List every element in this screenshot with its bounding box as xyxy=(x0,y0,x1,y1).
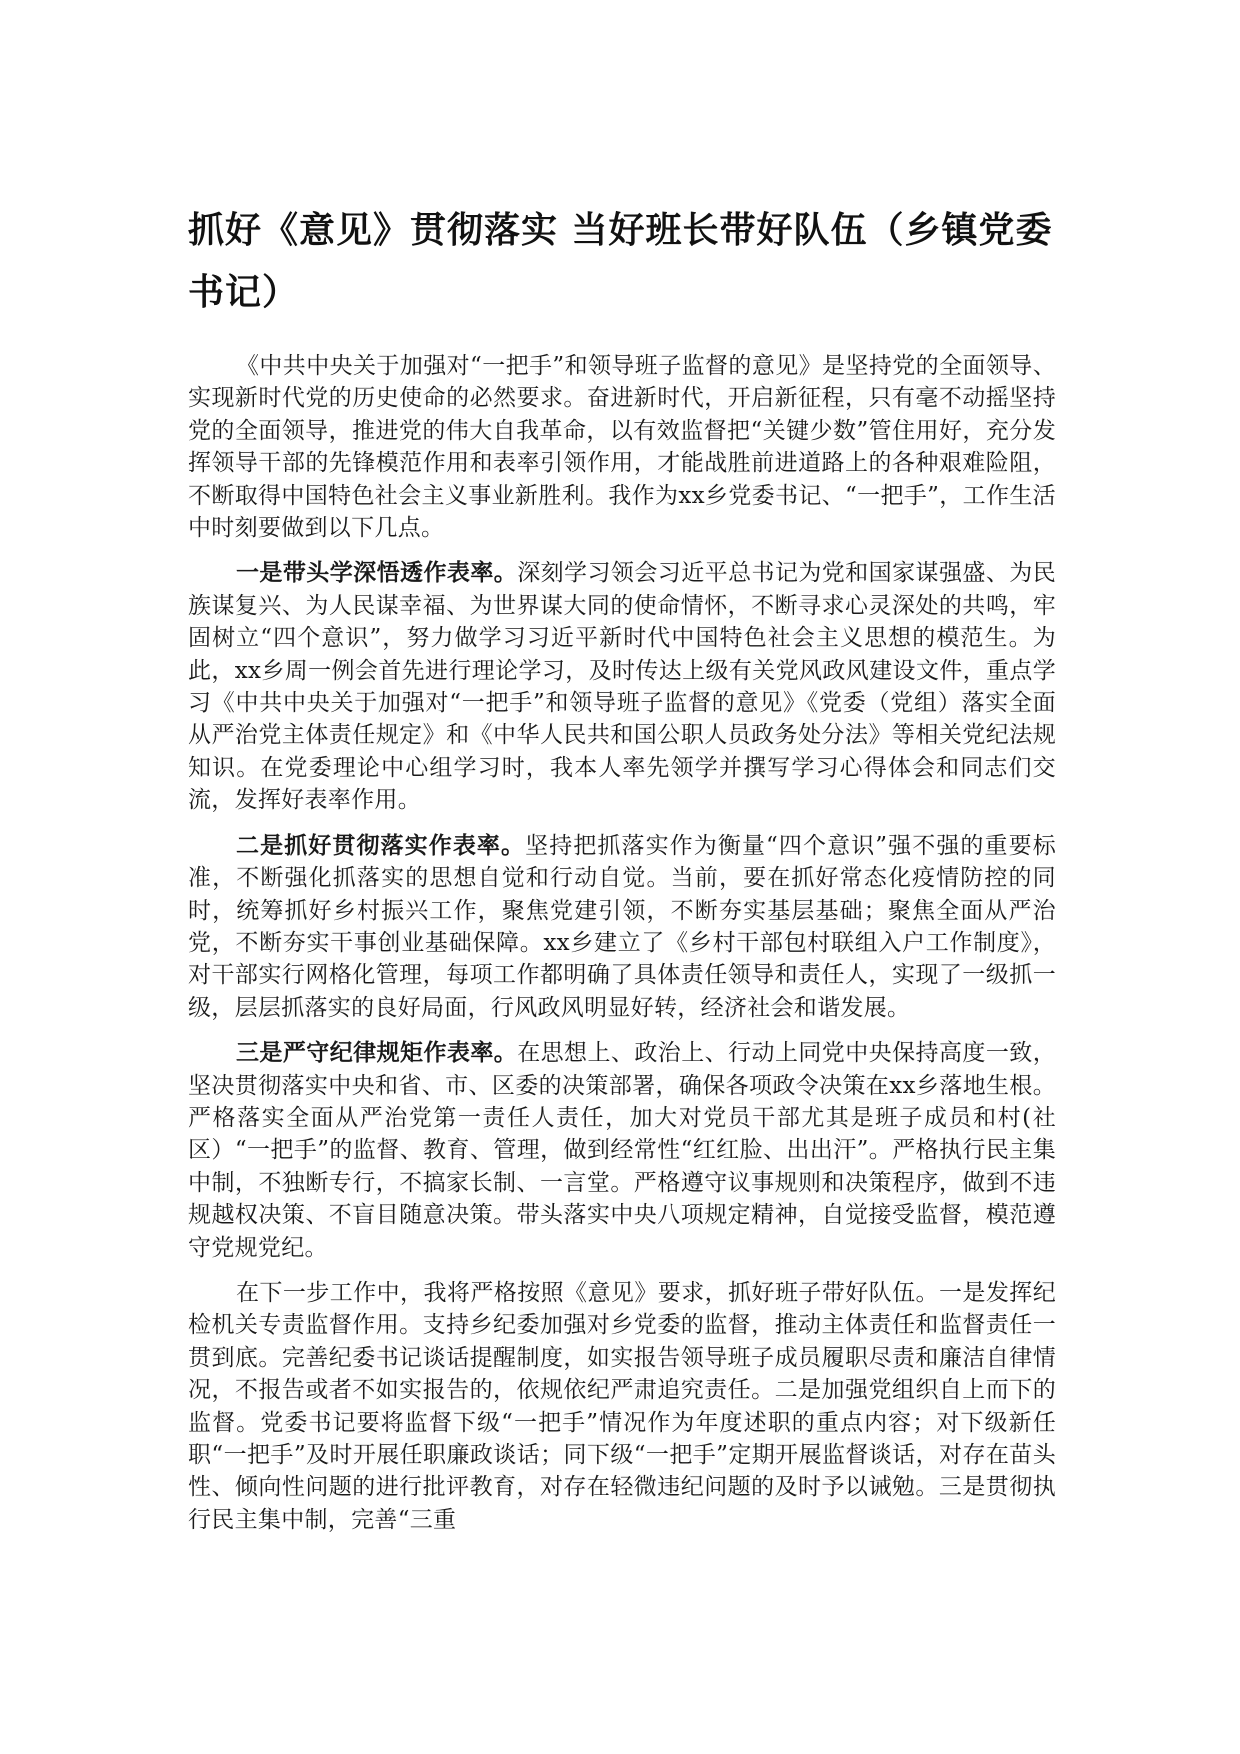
paragraph-lead: 二是抓好贯彻落实作表率。 xyxy=(236,831,526,859)
paragraph-point-2 xyxy=(188,830,1056,1024)
paragraph-text: 《中共中央关于加强对“一把手”和领导班子监督的意见》是坚持党的全面领导、实现新时代党的历史使命的必然要求。奋进新时代，开启新征程，只有毫不动摇坚持党的全面领导，推进党的伟大自我革命，以有效监督把“关键少数”管住用好，充分发挥领导干部的先锋模范作用和表率引领作用，才能战胜前进道路上的各种艰难险阻，不断取得中国特色社会主义事业新胜利。我作为xx乡党委书记、“一把手”，工作生活中时刻要做到以下几点。 xyxy=(188,353,1056,542)
paragraph-next-steps xyxy=(188,1277,1056,1536)
paragraph-lead: 三是严守纪律规矩作表率。 xyxy=(236,1039,518,1067)
paragraph-intro xyxy=(188,350,1056,544)
paragraph-text: 在下一步工作中，我将严格按照《意见》要求，抓好班子带好队伍。一是发挥纪检机关专责监督作用。支持乡纪委加强对乡党委的监督，推动主体责任和监督责任一贯到底。完善纪委书记谈话提醒制度，如实报告领导班子成员履职尽责和廉洁自律情况，不报告或者不如实报告的，依规依纪严肃追究责任。二是加强党组织自上而下的监督。党委书记要将监督下级“一把手”情况作为年度述职的重点内容；对下级新任职“一把手”及时开展任职廉政谈话；同下级“一把手”定期开展监督谈话，对存在苗头性、倾向性问题的进行批评教育，对存在轻微违纪问题的及时予以诫勉。三是贯彻执行民主集中制，完善“三重 xyxy=(188,1279,1056,1533)
page-title: 抓好《意见》贯彻落实 当好班长带好队伍（乡镇党委书记） xyxy=(188,210,1053,313)
paragraph-lead: 一是带头学深悟透作表率。 xyxy=(236,559,518,587)
paragraph-text: 在思想上、政治上、行动上同党中央保持高度一致，坚决贯彻落实中央和省、市、区委的决策部署，确保各项政令决策在xx乡落地生根。严格落实全面从严治党第一责任人责任，加大对党员干部尤其是班子成员和村(社区）“一把手”的监督、教育、管理，做到经常性“红红脸、出出汗”。严格执行民主集中制，不独断专行，不搞家长制、一言堂。严格遵守议事规则和决策程序，做到不违规越权决策、不盲目随意决策。带头落实中央八项规定精神，自觉接受监督，模范遵守党规党纪。 xyxy=(188,1040,1056,1261)
paragraph-point-3 xyxy=(188,1037,1056,1264)
paragraph-point-1 xyxy=(188,557,1056,816)
document-page xyxy=(188,200,1056,1549)
paragraph-text: 深刻学习领会习近平总书记为党和国家谋强盛、为民族谋复兴、为人民谋幸福、为世界谋大同的使命情怀，不断寻求心灵深处的共鸣，牢固树立“四个意识”，努力做学习习近平新时代中国特色社会主义思想的模范生。为此，xx乡周一例会首先进行理论学习，及时传达上级有关党风政风建设文件，重点学习《中共中央关于加强对“一把手”和领导班子监督的意见》《党委（党组）落实全面从严治党主体责任规定》和《中华人民共和国公职人员政务处分法》等相关党纪法规知识。在党委理论中心组学习时，我本人率先领学并撰写学习心得体会和同志们交流，发挥好表率作用。 xyxy=(188,560,1056,814)
paragraph-text: 坚持把抓落实作为衡量“四个意识”强不强的重要标准，不断强化抓落实的思想自觉和行动自觉。当前，要在抓好常态化疫情防控的同时，统筹抓好乡村振兴工作，聚焦党建引领，不断夯实基层基础；聚焦全面从严治党，不断夯实干事创业基础保障。xx乡建立了《乡村干部包村联组入户工作制度》，对干部实行网格化管理，每项工作都明确了具体责任领导和责任人，实现了一级抓一级，层层抓落实的良好局面，行风政风明显好转，经济社会和谐发展。 xyxy=(188,832,1056,1021)
